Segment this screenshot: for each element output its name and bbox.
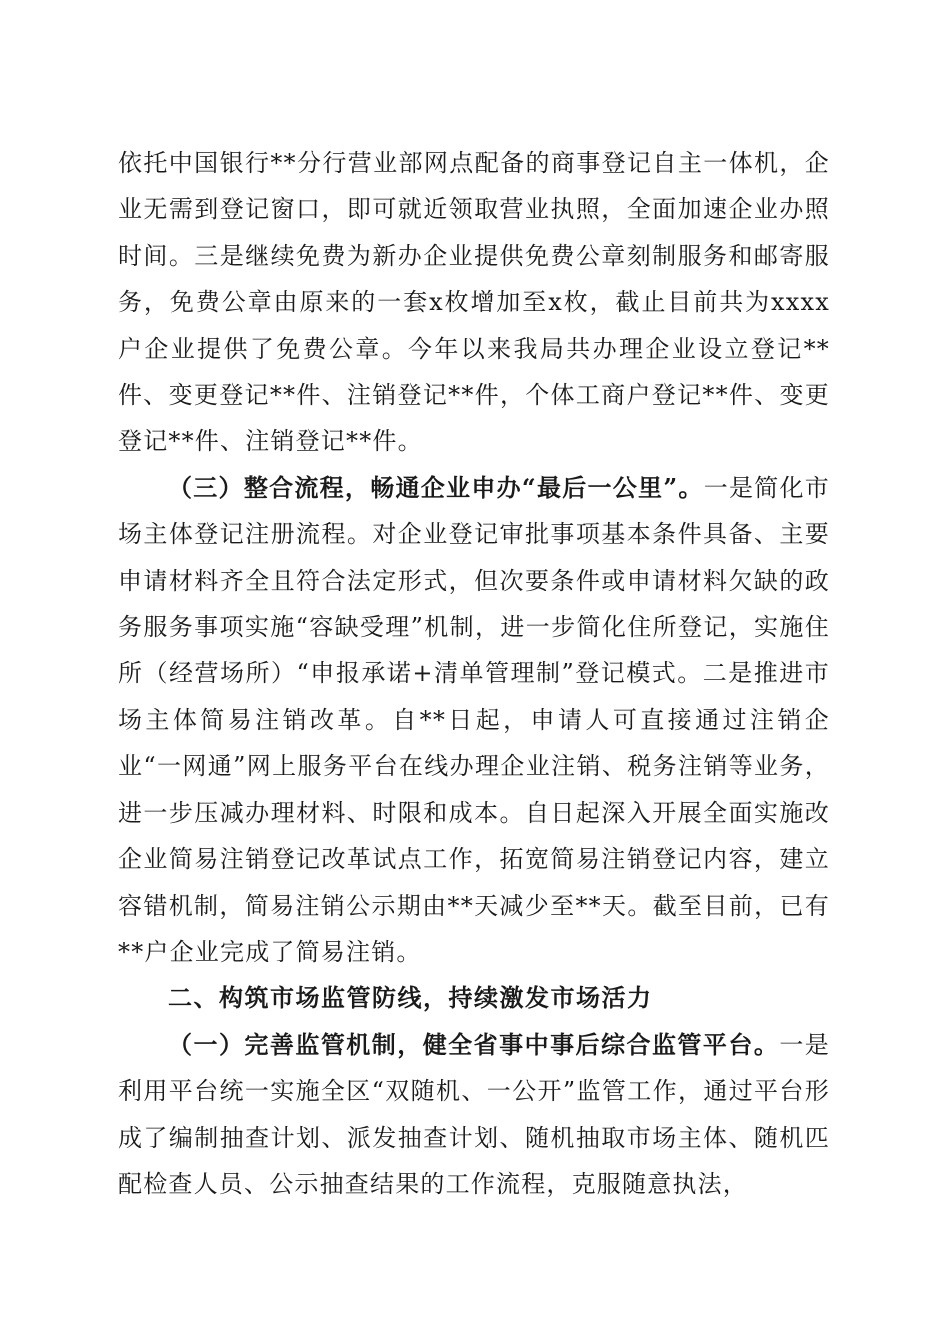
section-heading: 二、构筑市场监管防线，持续激发市场活力 <box>168 984 653 1013</box>
paragraph-registration <box>118 140 830 465</box>
paragraph-text: 一是简化市场主体登记注册流程。对企业登记审批事项基本条件具备、主要申请材料齐全且符合法定形式，但次要条件或申请材料欠缺的政务服务事项实施“容缺受理”机制，进一步简化住所登记，实施住所（经营场所）“申报承诺+清单管理制”登记模式。二是推进市场主体简易注销改革。自**日起，申请人可直接通过注销企业“一网通”网上服务平台在线办理企业注销、税务注销等业务，进一步压减办理材料、时限和成本。自日起深入开展全面实施改企业简易注销登记改革试点工作，拓宽简易注销登记内容，建立容错机制，简易注销公示期由**天减少至**天。截至目前，已有**户企业完成了简易注销。 <box>118 473 830 966</box>
document-body <box>118 140 830 1207</box>
paragraph-streamline-process <box>118 465 830 975</box>
paragraph-text: 依托中国银行**分行营业部网点配备的商事登记自主一体机，企业无需到登记窗口，即可就近领取营业执照，全面加速企业办照时间。三是继续免费为新办企业提供免费公章刻制服务和邮寄服务，免费公章由原来的一套x枚增加至x枚，截止目前共为xxxx户企业提供了免费公章。今年以来我局共办理企业设立登记**件、变更登记**件、注销登记**件，个体工商户登记**件、变更登记**件、注销登记**件。 <box>118 149 830 456</box>
paragraph-text: 一是利用平台统一实施全区“双随机、一公开”监管工作，通过平台形成了编制抽查计划、派发抽查计划、随机抽取市场主体、随机匹配检查人员、公示抽查结果的工作流程，克服随意执法， <box>118 1030 830 1198</box>
paragraph-supervision <box>118 1022 830 1208</box>
paragraph-subtitle: （三）整合流程，畅通企业申办“最后一公里”。 <box>168 472 704 502</box>
paragraph-subtitle: （一）完善监管机制，健全省事中事后综合监管平台。 <box>168 1029 780 1059</box>
